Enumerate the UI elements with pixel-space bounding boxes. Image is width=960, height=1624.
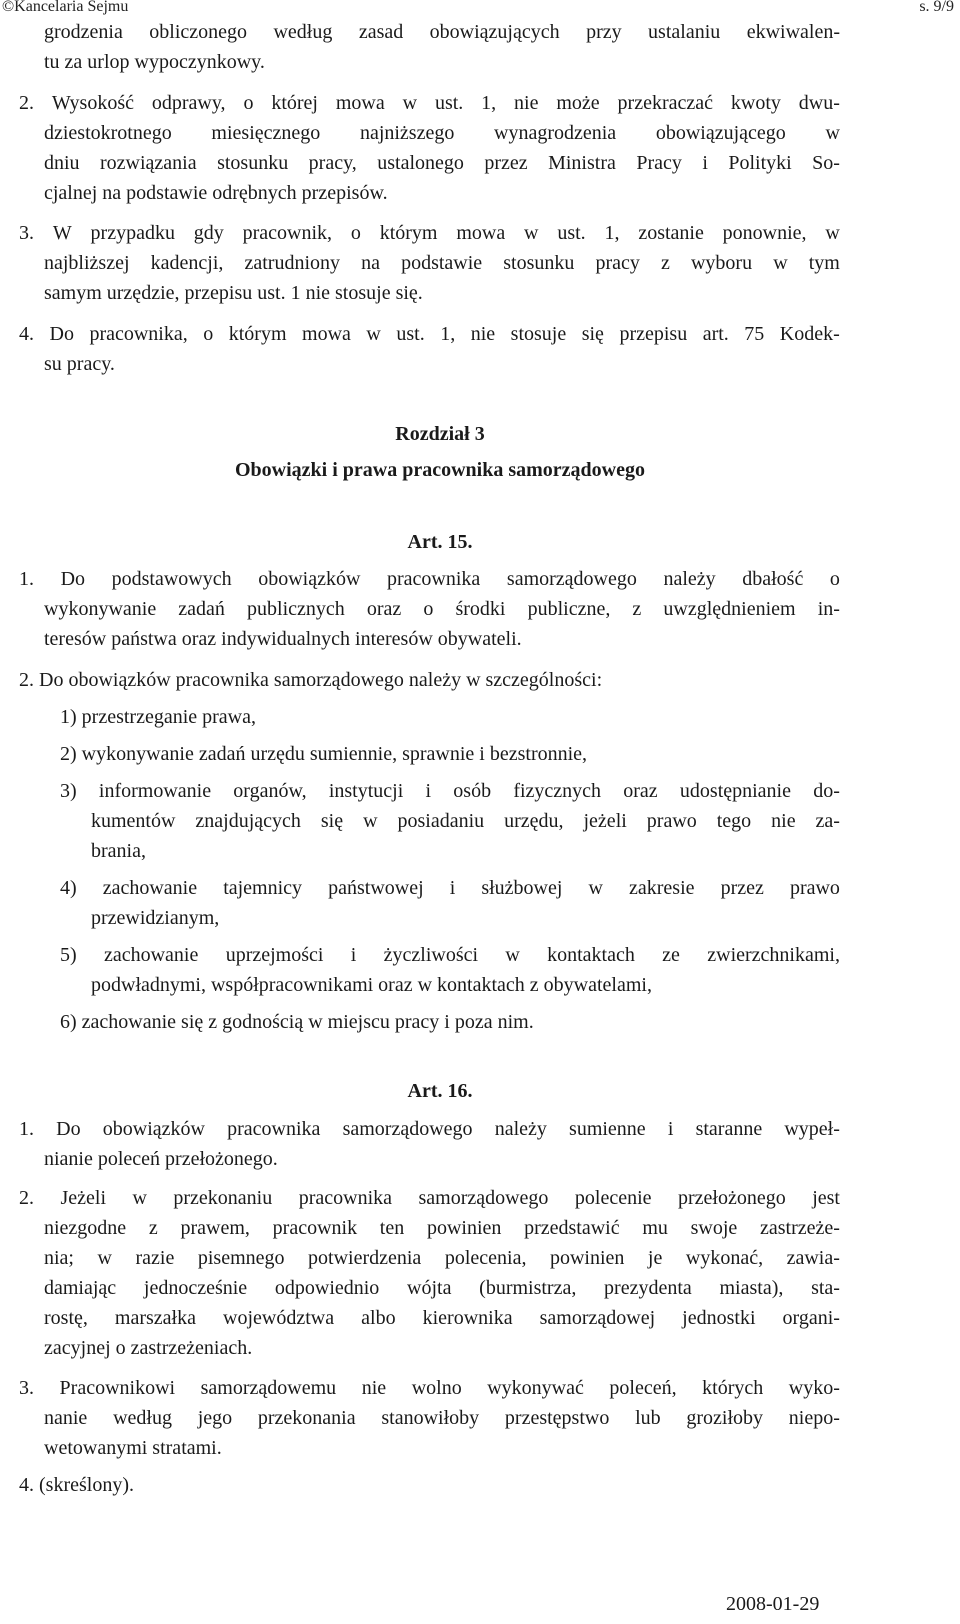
text-line: 1. Do obowiązków pracownika samorządowego należy sumienne i staranne wypeł- — [19, 1118, 840, 1140]
header-left: ©Kancelaria Sejmu — [2, 0, 129, 15]
text-line: 1) przestrzeganie prawa, — [60, 706, 256, 728]
text-line: wetowanymi stratami. — [44, 1437, 222, 1459]
text-line: podwładnymi, współpracownikami oraz w kontaktach z obywatelami, — [91, 974, 652, 996]
text-line: 2. Jeżeli w przekonaniu pracownika samorządowego polecenie przełożonego jest — [19, 1187, 840, 1209]
text-line: dniu rozwiązania stosunku pracy, ustalonego przez Ministra Pracy i Polityki So- — [44, 152, 840, 174]
text-line: 1. Do podstawowych obowiązków pracownika samorządowego należy dbałość o — [19, 568, 840, 590]
text-line: 3. Pracownikowi samorządowemu nie wolno wykonywać poleceń, których wyko- — [19, 1377, 840, 1399]
text-line: nianie poleceń przełożonego. — [44, 1148, 278, 1170]
text-line: cjalnej na podstawie odrębnych przepisów. — [44, 182, 388, 204]
text-line: grodzenia obliczonego według zasad obowiązujących przy ustalaniu ekwiwalen- — [44, 21, 840, 43]
text-line: teresów państwa oraz indywidualnych interesów obywateli. — [44, 628, 522, 650]
text-line: rostę, marszałka województwa albo kierownika samorządowej jednostki organi- — [44, 1307, 840, 1329]
text-line: 2. Do obowiązków pracownika samorządowego należy w szczególności: — [19, 669, 603, 691]
text-line: 2. Wysokość odprawy, o której mowa w ust. 1, nie może przekraczać kwoty dwu- — [19, 92, 840, 114]
text-line: Art. 16. — [407, 1080, 473, 1102]
text-line: kumentów znajdujących się w posiadaniu urzędu, jeżeli prawo tego nie za- — [91, 810, 840, 832]
text-line: brania, — [91, 840, 146, 862]
text-line: Art. 15. — [407, 531, 473, 553]
text-line: dziestokrotnego miesięcznego najniższego wynagrodzenia obowiązującego w — [44, 122, 840, 144]
text-line: 4. Do pracownika, o którym mowa w ust. 1, nie stosuje się przepisu art. 75 Kodek- — [19, 323, 840, 345]
text-line: 2) wykonywanie zadań urzędu sumiennie, sprawnie i bezstronnie, — [60, 743, 588, 765]
text-line: tu za urlop wypoczynkowy. — [44, 51, 265, 73]
text-line: samym urzędzie, przepisu ust. 1 nie stosuje się. — [44, 282, 423, 304]
text-line: Rozdział 3 — [395, 423, 485, 445]
text-line: 4. (skreślony). — [19, 1474, 134, 1496]
text-line: przewidzianym, — [91, 907, 220, 929]
text-line: zacyjnej o zastrzeżeniach. — [44, 1337, 253, 1359]
footer-date: 2008-01-29 — [726, 1593, 820, 1615]
page-number: s. 9/9 — [919, 0, 954, 15]
text-line: 3. W przypadku gdy pracownik, o którym mowa w ust. 1, zostanie ponownie, w — [19, 222, 840, 244]
text-line: 6) zachowanie się z godnością w miejscu pracy i poza nim. — [60, 1011, 534, 1033]
text-line: nanie według jego przekonania stanowiłoby przestępstwo lub groziłoby niepo- — [44, 1407, 840, 1429]
text-line: nia; w razie pisemnego potwierdzenia polecenia, powinien je wykonać, zawia- — [44, 1247, 840, 1269]
text-line: 4) zachowanie tajemnicy państwowej i służbowej w zakresie przez prawo — [60, 877, 840, 899]
text-line: najbliższej kadencji, zatrudniony na podstawie stosunku pracy z wyboru w tym — [44, 252, 840, 274]
text-line: niezgodne z prawem, pracownik ten powinien przedstawić mu swoje zastrzeże- — [44, 1217, 840, 1239]
text-line: damiając jednocześnie odpowiednio wójta (burmistrza, prezydenta miasta), sta- — [44, 1277, 840, 1299]
text-line: su pracy. — [44, 353, 115, 375]
text-line: 5) zachowanie uprzejmości i życzliwości w kontaktach ze zwierzchnikami, — [60, 944, 840, 966]
text-line: Obowiązki i prawa pracownika samorządowego — [235, 459, 645, 481]
text-line: wykonywanie zadań publicznych oraz o środki publiczne, z uwzględnieniem in- — [44, 598, 840, 620]
text-line: 3) informowanie organów, instytucji i osób fizycznych oraz udostępnianie do- — [60, 780, 840, 802]
